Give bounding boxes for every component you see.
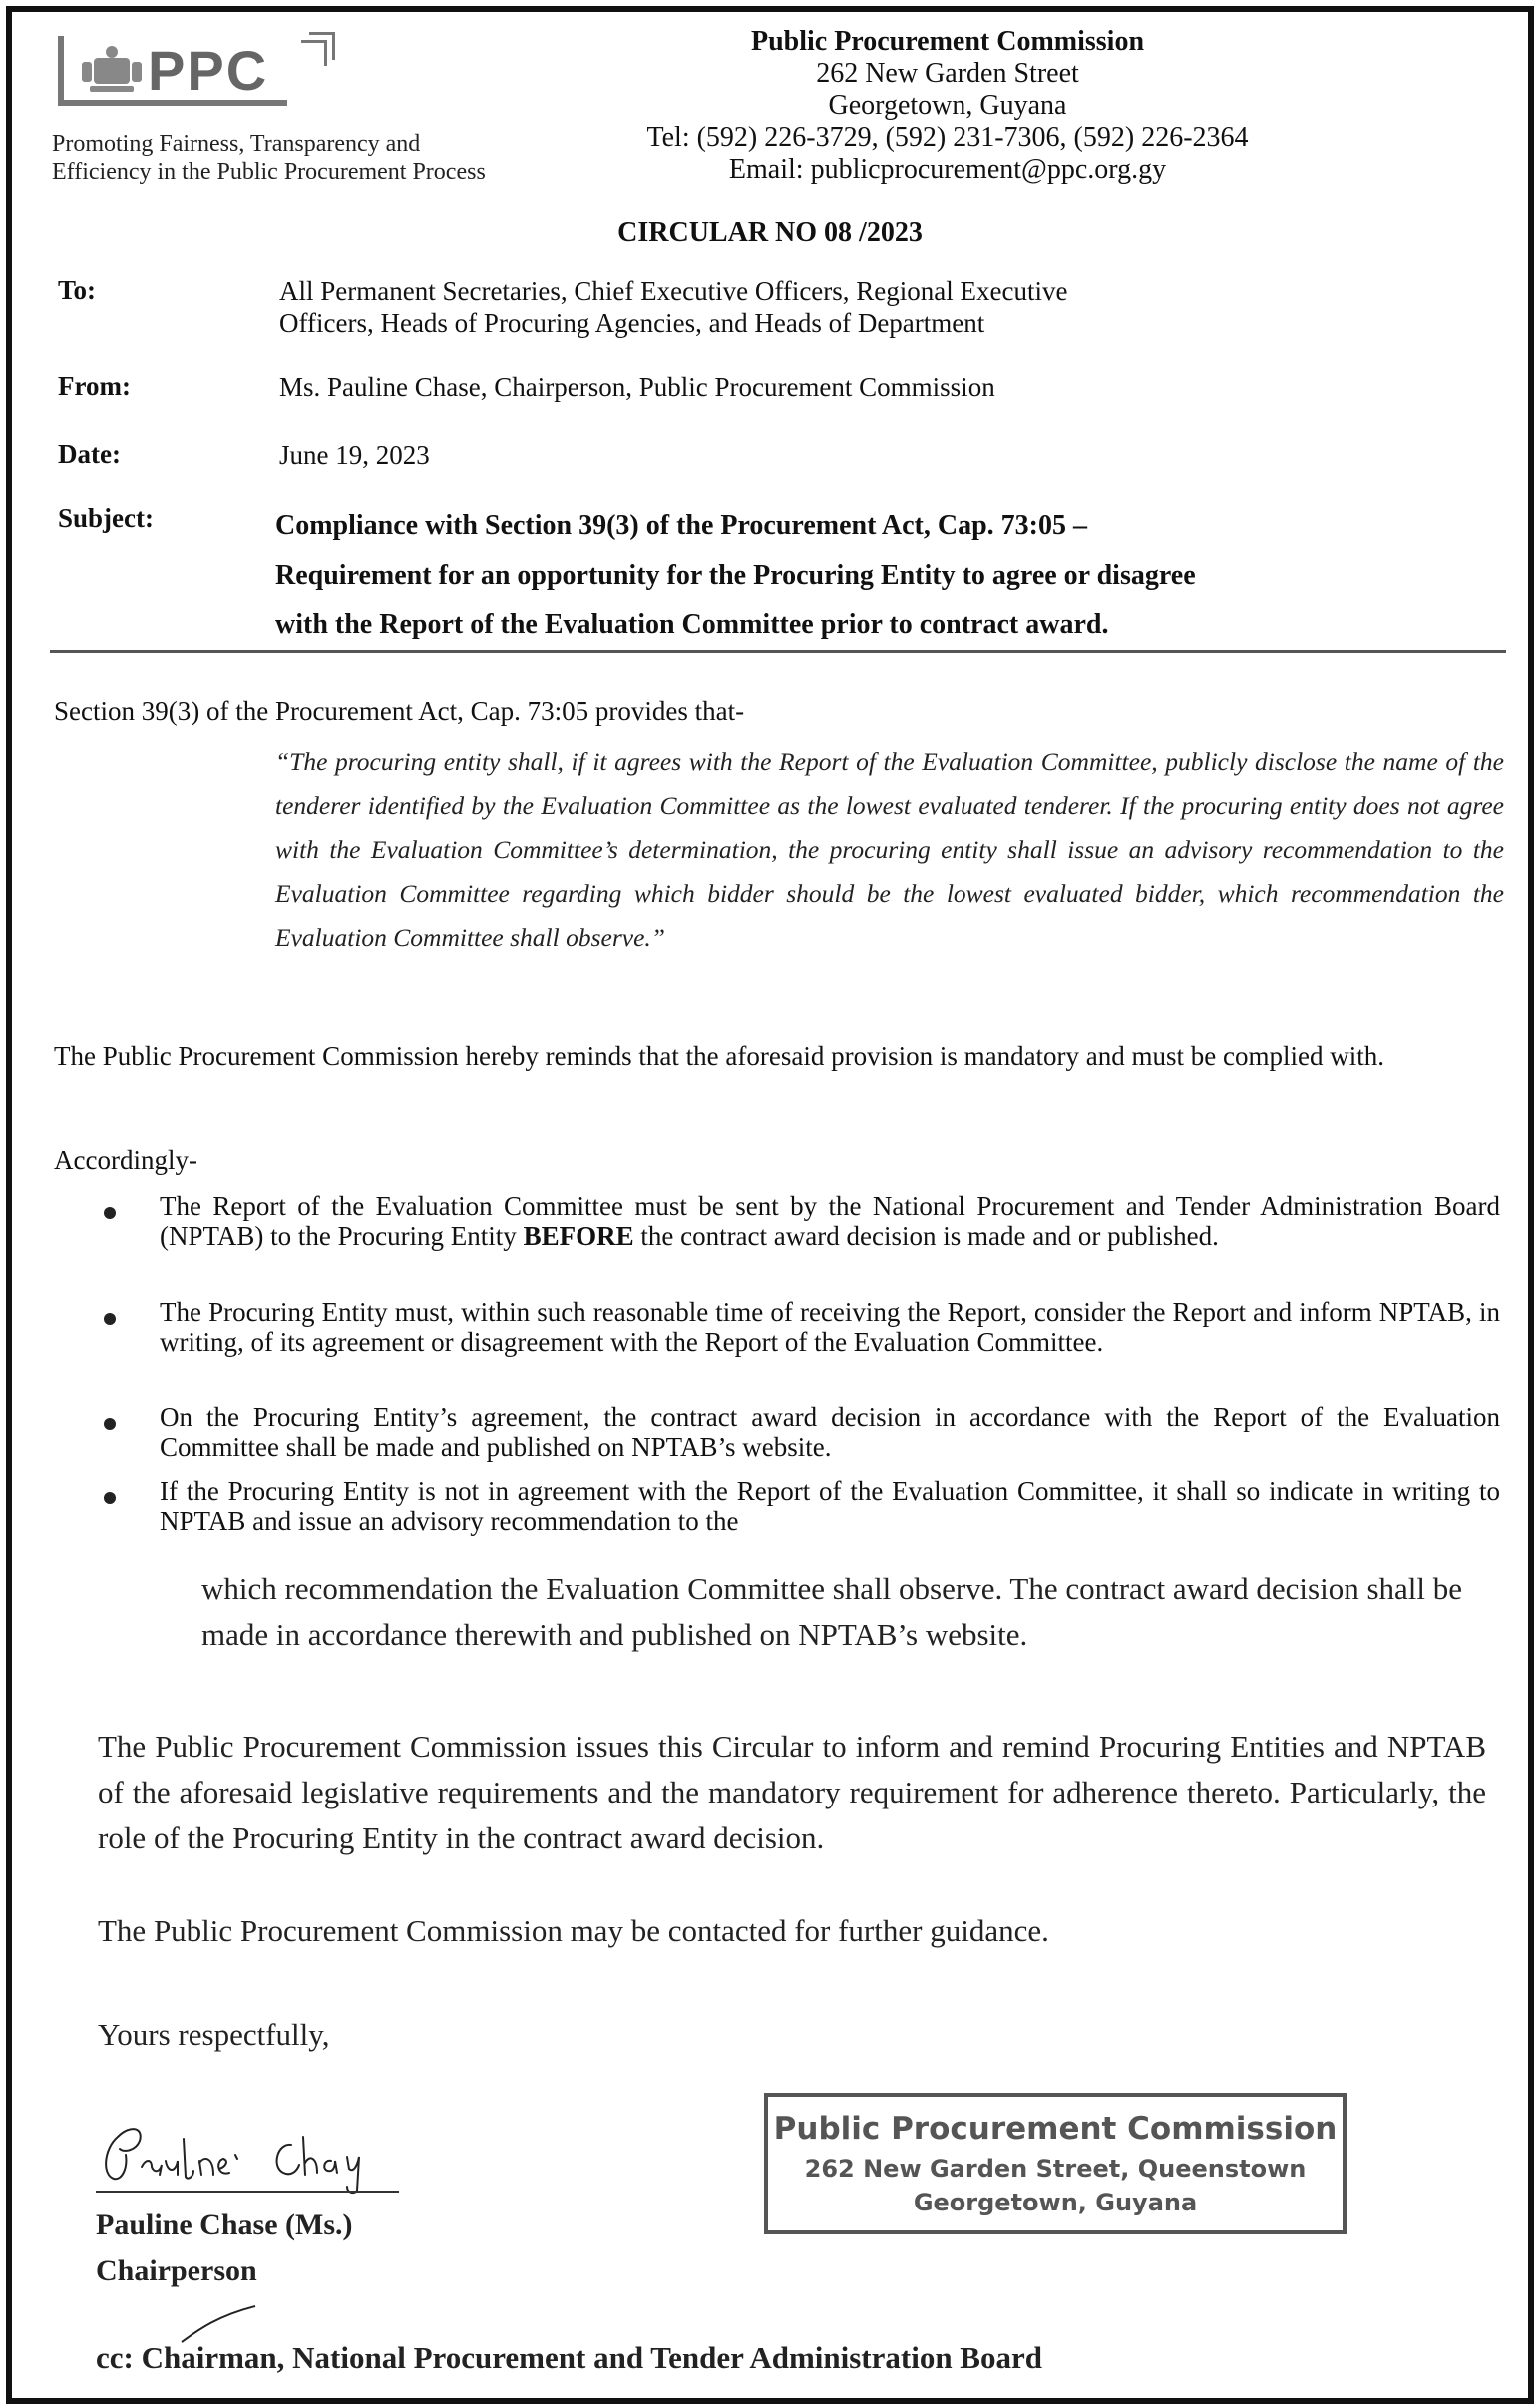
bullet-icon	[104, 1207, 116, 1219]
reminder-paragraph: The Public Procurement Commission hereby reminds that the aforesaid provision is mandatory and must be complied with.	[54, 1041, 1384, 1071]
logo-text: PPC	[148, 39, 269, 102]
to-value	[279, 275, 1456, 339]
stamp-line-2: 262 New Garden Street, Queenstown	[804, 2155, 1307, 2183]
org-name: Public Procurement Commission	[750, 26, 1145, 57]
org-address-block	[638, 26, 1257, 186]
closing-salutation: Yours respectfully,	[98, 2017, 330, 2052]
circular-number: CIRCULAR NO 08 /2023	[617, 217, 923, 248]
address-line-2: Georgetown, Guyana	[828, 90, 1067, 121]
tagline-line-2: Efficiency in the Public Procurement Process	[52, 159, 486, 185]
bullet-1-text-b: the contract award decision is made and or published.	[633, 1221, 1219, 1251]
tagline-line-1: Promoting Fairness, Transparency and	[52, 131, 421, 157]
bullet-item-2: The Procuring Entity must, within such reasonable time of receiving the Report, consider the Report and inform NPTAB, in writing, of its agreement or disagreement with the Report of the Evaluation Committee.	[160, 1297, 1500, 1357]
issue-paragraph: The Public Procurement Commission issues this Circular to inform and remind Procuring Entities and NPTAB of the aforesaid legislative requirements and the mandatory requirement for adherence thereto. Particularly, the role of the Procuring Entity in the contract award decision.	[98, 1729, 1486, 1855]
statutory-quote: “The procuring entity shall, if it agrees with the Report of the Evaluation Committee, publicly disclose the name of the tenderer identified by the Evaluation Committee as the lowest evaluated tenderer. If the procuring entity does not agree with the Evaluation Committee’s determination, the procuring entity shall issue an advisory recommendation to the Evaluation Committee regarding which bidder should be the lowest evaluated bidder, which recommendation the Evaluation Committee shall observe.”	[275, 747, 1504, 952]
bullet-item-4: If the Procuring Entity is not in agreement with the Report of the Evaluation Committee, it shall so indicate in writing to NPTAB and issue an advisory recommendation to the	[160, 1476, 1500, 1536]
bullet-item-4-continuation: which recommendation the Evaluation Committee shall observe. The contract award decision shall be made in accordance therewith and published on NPTAB’s website.	[201, 1571, 1463, 1652]
subject-label: Subject:	[58, 503, 154, 533]
signature-line	[96, 2191, 399, 2193]
bullet-1-text-a: The Report of the Evaluation Committee must be sent by the National Procurement and Tender Administration Board (NPTAB) to the Procuring Entity	[160, 1191, 1500, 1251]
signatory-name: Pauline Chase (Ms.)	[96, 2208, 353, 2241]
subject-line-1: Compliance with Section 39(3) of the Procurement Act, Cap. 73:05 –	[275, 510, 1087, 541]
subject-line-3: with the Report of the Evaluation Committee prior to contract award.	[275, 609, 1109, 640]
bullet-item-1	[160, 1191, 1500, 1251]
contact-paragraph: The Public Procurement Commission may be contacted for further guidance.	[98, 1913, 1049, 1948]
bullet-item-3: On the Procuring Entity’s agreement, the contract award decision in accordance with the Report of the Evaluation Committee shall be made and published on NPTAB’s website.	[160, 1403, 1500, 1462]
signatory-title: Chairperson	[96, 2254, 257, 2287]
handwritten-signature	[96, 2097, 405, 2197]
cc-line: cc: Chairman, National Procurement and Tender Administration Board	[96, 2340, 1042, 2375]
to-value-line-1: All Permanent Secretaries, Chief Executive Officers, Regional Executive	[279, 276, 1068, 306]
stamp-line-3: Georgetown, Guyana	[913, 2189, 1198, 2216]
email: Email: publicprocurement@ppc.org.gy	[728, 154, 1167, 185]
bullet-icon	[104, 1492, 116, 1504]
bullet-icon	[104, 1418, 116, 1430]
bullet-1-emphasis: BEFORE	[523, 1221, 634, 1251]
header-divider	[50, 650, 1506, 653]
accordingly-label: Accordingly-	[54, 1145, 197, 1175]
to-value-line-2: Officers, Heads of Procuring Agencies, and Heads of Department	[279, 308, 985, 338]
section-intro: Section 39(3) of the Procurement Act, Cap. 73:05 provides that-	[54, 696, 745, 726]
subject-value	[275, 501, 1512, 650]
tagline	[52, 130, 486, 186]
subject-line-2: Requirement for an opportunity for the Procuring Entity to agree or disagree	[275, 560, 1196, 591]
from-label: From:	[58, 371, 131, 401]
official-stamp	[764, 2093, 1347, 2234]
bullet-icon	[104, 1313, 116, 1325]
signatory-block	[96, 2203, 353, 2294]
telephone: Tel: (592) 226-3729, (592) 231-7306, (592) 226-2364	[646, 122, 1249, 153]
address-line-1: 262 New Garden Street	[816, 58, 1079, 89]
coat-of-arms-icon	[82, 46, 142, 92]
stamp-line-1: Public Procurement Commission	[773, 2111, 1338, 2147]
to-label: To:	[58, 275, 97, 305]
date-label: Date:	[58, 439, 121, 469]
date-value: June 19, 2023	[279, 440, 430, 470]
from-value: Ms. Pauline Chase, Chairperson, Public Procurement Commission	[279, 372, 995, 402]
